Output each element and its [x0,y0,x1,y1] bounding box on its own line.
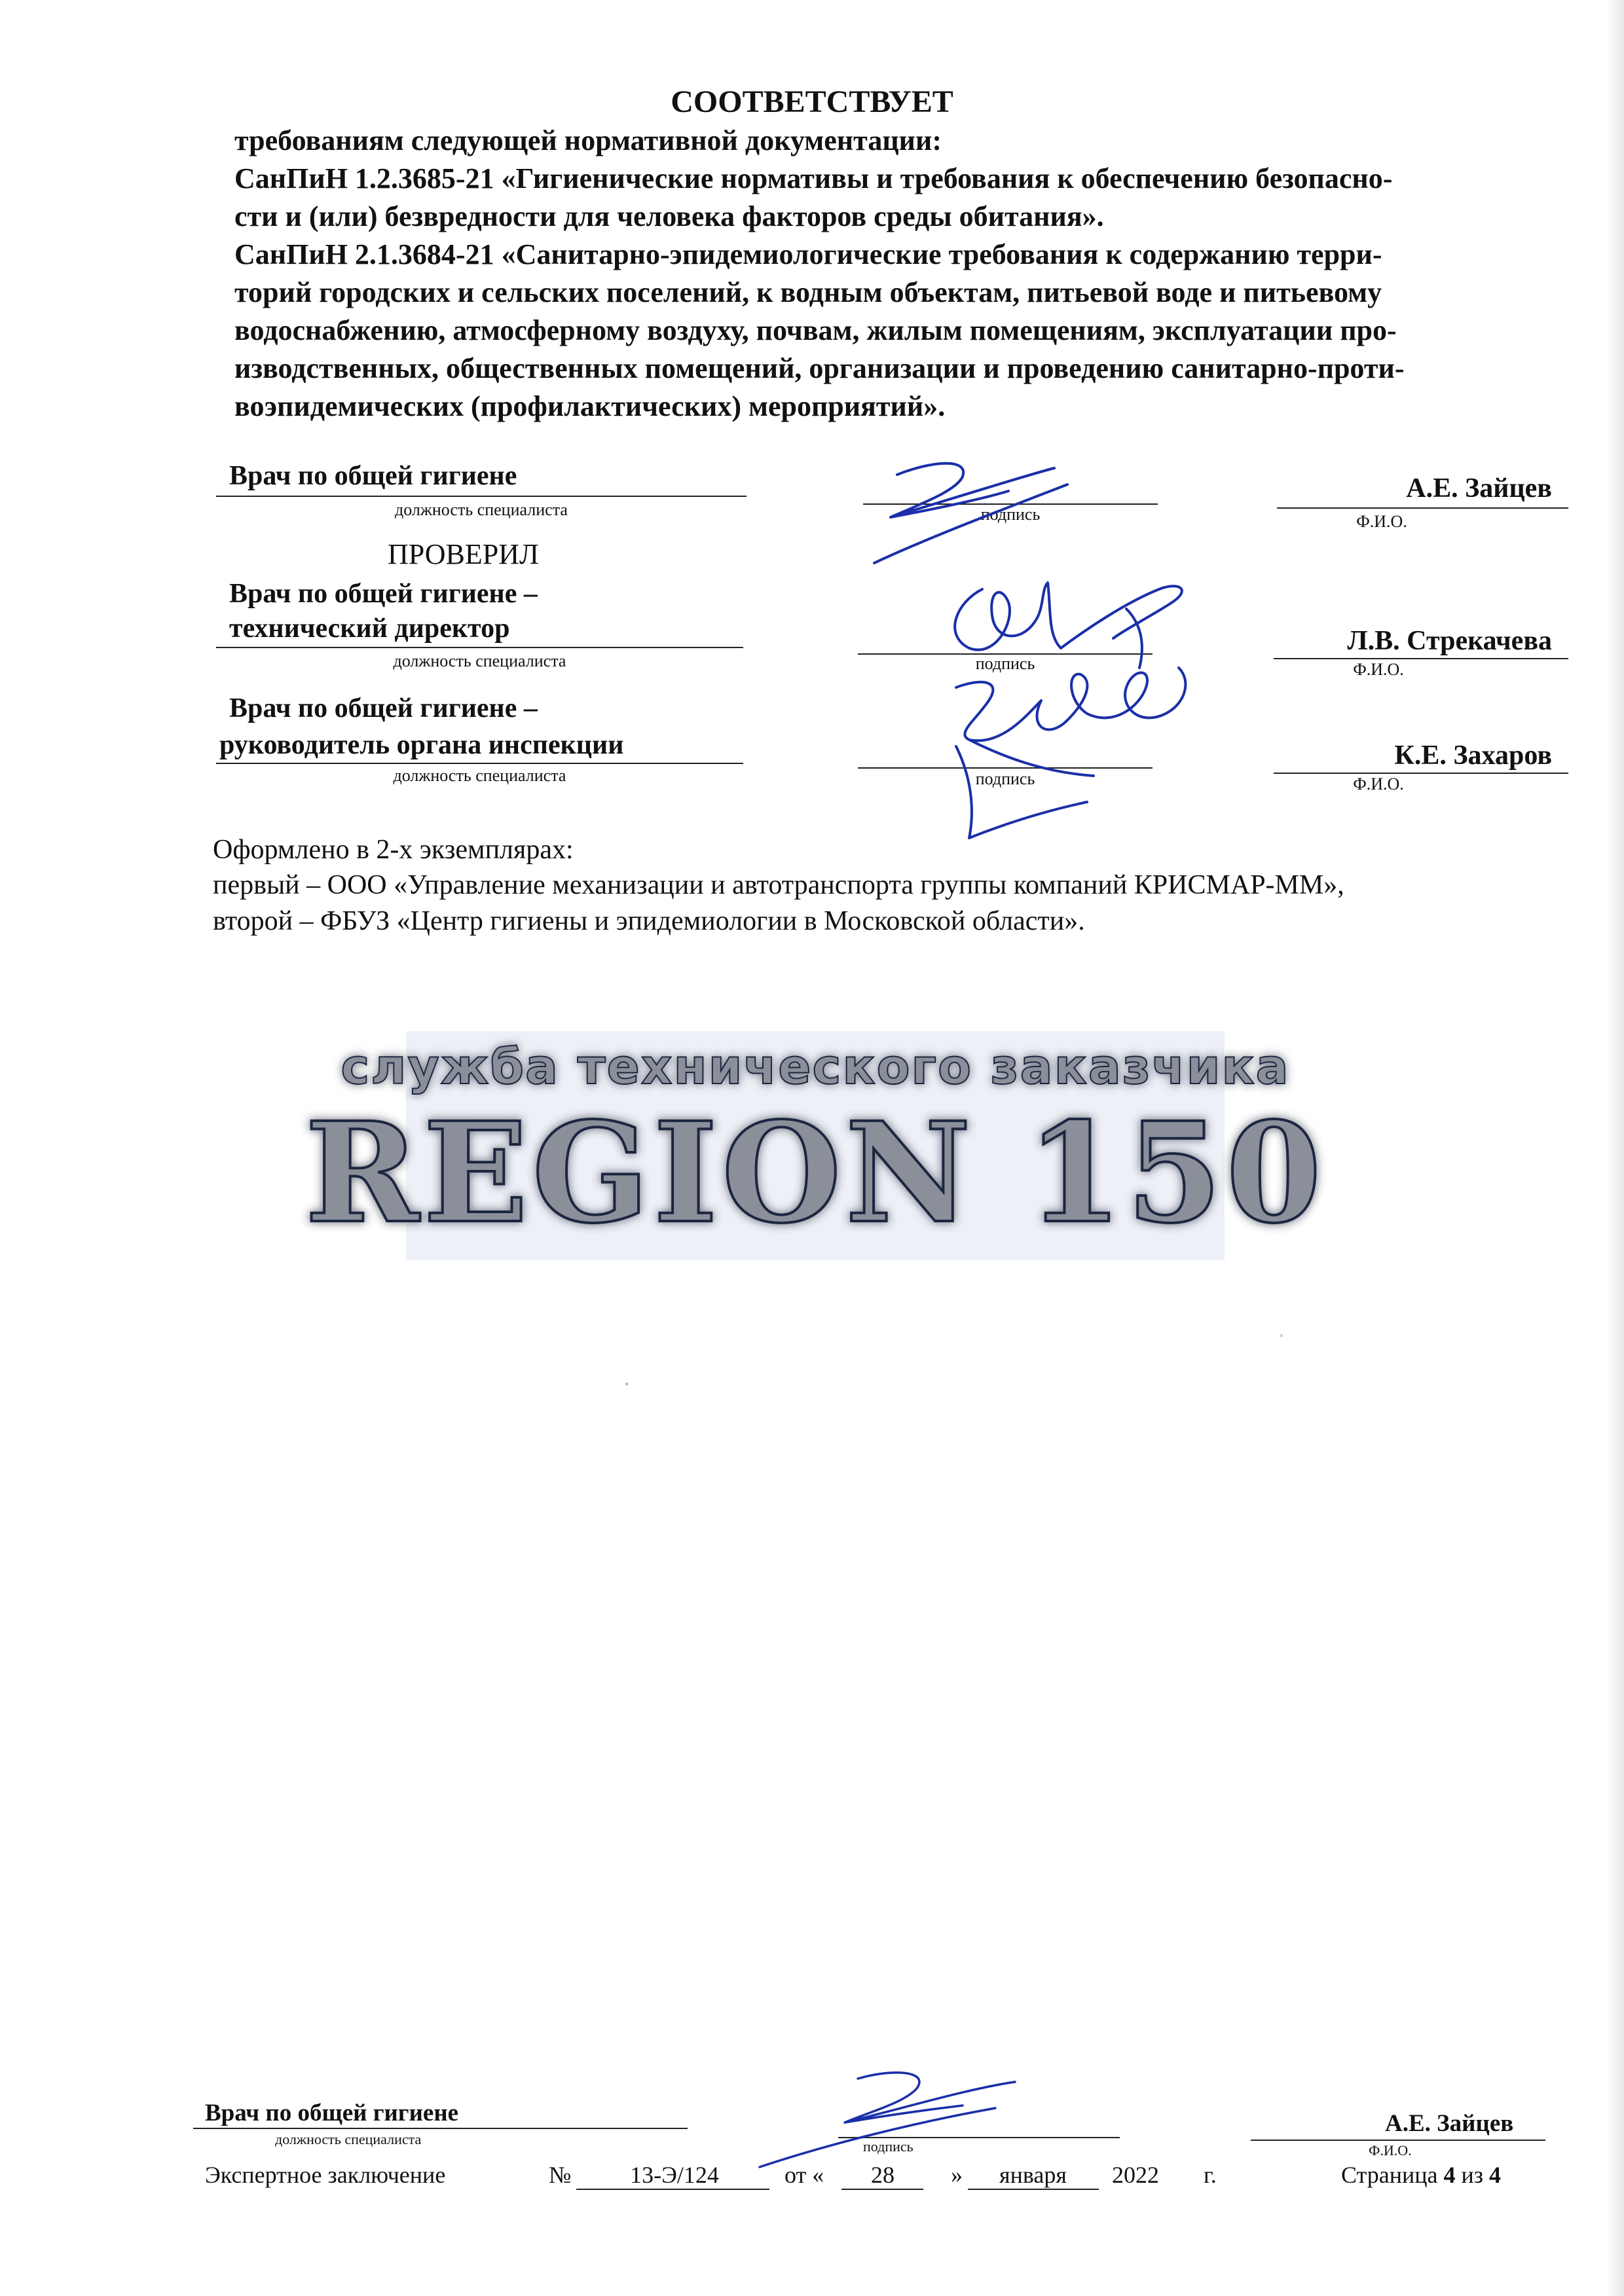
footer-doc-type: Экспертное заключение [205,2162,446,2188]
name-line [1274,658,1568,659]
position-caption: должность специалиста [395,500,568,519]
checked-label: ПРОВЕРИЛ [388,538,539,570]
name-line [1277,507,1568,509]
signature-2-handwritten [930,550,1231,858]
name-caption: Ф.И.О. [1353,774,1404,793]
position-caption: должность специалиста [393,766,566,785]
position-line [216,496,747,497]
footer-year: 2022 [1112,2162,1159,2188]
footer-name-caption: Ф.И.О. [1369,2142,1412,2159]
footer-name-line [1251,2140,1545,2141]
footer-day-line [841,2189,923,2190]
watermark-subtitle: служба технического заказчика [341,1039,1290,1095]
footer-signature-caption: подпись [863,2138,913,2155]
footer-page-current: 4 [1443,2162,1456,2188]
name-caption: Ф.И.О. [1353,660,1404,679]
signatory-3-role-line-1: Врач по общей гигиене – [229,693,538,723]
footer-role: Врач по общей гигиене [205,2100,459,2126]
footer-page-of: из [1461,2162,1483,2188]
signatory-3-name: К.Е. Захаров [1394,740,1552,771]
watermark-main: REGION 150 [304,1092,1326,1254]
conclusion-line: изводственных, общественных помещений, организации и проведению санитарно-проти- [234,352,1405,384]
conclusion-line: водоснабжению, атмосферному воздуху, почвам, жилым помещениям, эксплуатации про- [234,314,1397,346]
conclusion-body [234,122,1557,426]
conclusion-line: СанПиН 2.1.3684-21 «Санитарно-эпидемиологические требования к содержанию терри- [234,238,1382,270]
conclusion-line: сти и (или) безвредности для человека факторов среды обитания». [234,200,1104,232]
name-line [1274,773,1568,774]
footer-number: 13-Э/124 [630,2162,719,2188]
signatory-3-role-line-2: руководитель органа инспекции [219,730,624,760]
signatory-2-role-line-1: Врач по общей гигиене – [229,579,538,609]
conclusion-line: СанПиН 1.2.3685-21 «Гигиенические нормативы и требования к обеспечению безопасно- [234,162,1393,194]
position-caption: должность специалиста [393,651,566,670]
footer-number-sign: № [549,2162,572,2188]
signatory-2-name: Л.В. Стрекачева [1347,626,1552,656]
conclusion-line: требованиям следующей нормативной документации: [234,124,942,156]
conclusion-line: воэпидемических (профилактических) мероприятий». [234,390,946,422]
footer-month: января [999,2162,1067,2188]
watermark-region-150 [304,1025,1326,1267]
copies-first: первый – ООО «Управление механизации и автотранспорта группы компаний КРИСМАР-ММ», [213,870,1344,900]
footer-month-line [968,2189,1099,2190]
signature-caption: подпись [975,654,1035,673]
copies-second: второй – ФБУЗ «Центр гигиены и эпидемиологии в Московской области». [213,906,1085,936]
signatory-1-role: Врач по общей гигиене [229,461,517,491]
signature-caption: подпись [980,505,1041,524]
copies-title: Оформлено в 2-х экземплярах: [213,835,574,865]
footer-from: от « [784,2162,824,2188]
position-line [216,647,743,648]
scan-edge-shadow [1607,0,1624,2296]
footer-position-line [193,2128,688,2129]
footer-page-total: 4 [1488,2162,1501,2188]
conclusion-heading: СООТВЕТСТВУЕТ [671,84,953,119]
conclusion-line: торий городских и сельских поселений, к водным объектам, питьевой воде и питьевому [234,276,1382,308]
footer-page-word: Страница [1341,2162,1438,2188]
name-caption: Ф.И.О. [1356,512,1407,531]
footer-position-caption: должность специалиста [275,2131,422,2147]
footer-year-suffix: г. [1204,2162,1217,2188]
scan-speck [625,1383,628,1385]
signatory-2-role-line-2: технический директор [229,613,510,644]
footer-pagination [1341,2161,1501,2189]
scan-speck [1280,1334,1283,1337]
footer-number-line [576,2189,769,2190]
footer-quote-close: » [951,2162,963,2188]
position-line [216,763,743,764]
signatory-1-name: А.Е. Зайцев [1406,473,1552,503]
signature-caption: подпись [975,769,1035,788]
footer-name: А.Е. Зайцев [1385,2110,1514,2137]
footer-day: 28 [871,2162,895,2188]
